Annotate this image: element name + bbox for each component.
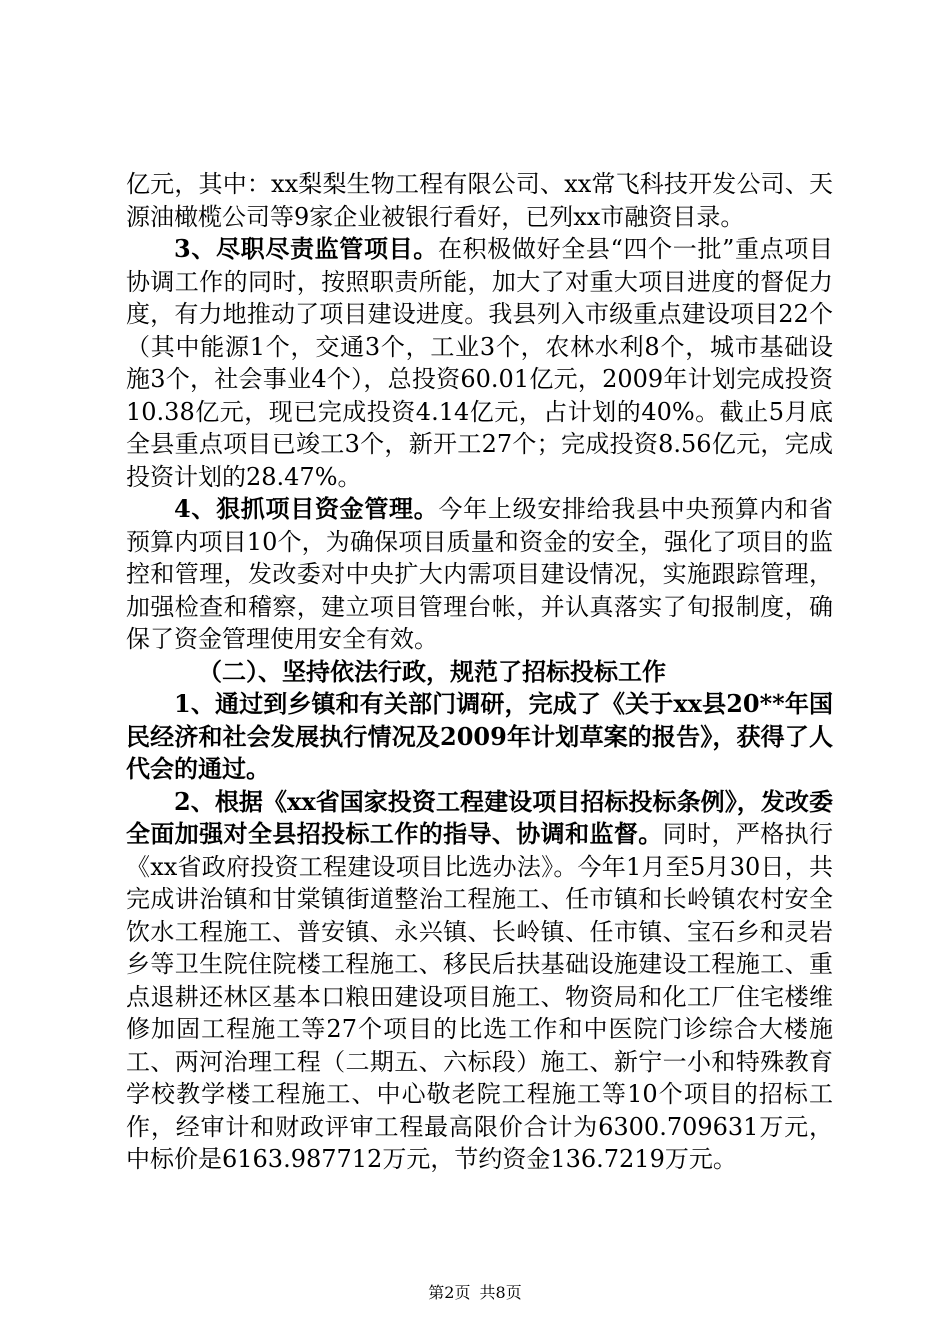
paragraph-text: 同时，严格执行《xx省政府投资工程建设项目比选办法》。今年1月至5月30日，共完成讲治镇和甘棠镇街道整治工程施工、任市镇和长岭镇农村安全饮水工程施工、普安镇、永兴镇、长岭镇、任市镇、宝石乡和灵岩乡等卫生院住院楼工程施工、移民后扶基础设施建设工程施工、重点退耕还林区基本口粮田建设项目施工、物资局和化工厂住宅楼维修加固工程施工等27个项目的比选工作和中医院门诊综合大楼施工、两河治理工程（二期五、六标段）施工、新宁一小和特殊教育学校教学楼工程施工、中心敬老院工程施工等10个项目的招标工作，经审计和财政评审工程最高限价合计为6300.709631万元，中标价是6163.987712万元，节约资金136.7219万元。 — [126, 820, 834, 1173]
page-footer — [0, 1280, 950, 1303]
paragraph-lead: 2、根据《xx省国家投资工程建设项目招标投标条例》，发改委全面加强对全县招投标工作的指导、协调和监督。 — [126, 786, 833, 848]
section-heading: （二）、坚持依法行政，规范了招标投标工作 — [198, 656, 666, 686]
paragraph-financing — [126, 168, 833, 233]
paragraph-report — [126, 688, 833, 786]
paragraph-lead: 1、通过到乡镇和有关部门调研，完成了《关于xx县20**年国民经济和社会发展执行情况及2009年计划草案的报告》，获得了人代会的通过。 — [126, 689, 833, 783]
page-number: 第2页 — [428, 1283, 471, 1302]
paragraph-bidding — [126, 786, 833, 1176]
paragraph-text: 今年上级安排给我县中央预算内和省预算内项目10个，为确保项目质量和资金的安全，强化了项目的监控和管理，发改委对中央扩大内需项目建设情况，实施跟踪管理，加强检查和稽察，建立项目管理台帐，并认真落实了旬报制度，确保了资金管理使用安全有效。 — [126, 495, 834, 653]
paragraph-project-supervision — [126, 233, 833, 493]
page-total: 共8页 — [479, 1283, 522, 1302]
paragraph-lead: 4、狠抓项目资金管理。 — [174, 494, 439, 523]
paragraph-lead: 3、尽职尽责监管项目。 — [174, 234, 438, 263]
document-body — [126, 168, 833, 1176]
paragraph-fund-management — [126, 493, 833, 656]
paragraph-text: 亿元，其中：xx梨梨生物工程有限公司、xx常飞科技开发公司、天源油橄榄公司等9家企业被银行看好，已列xx市融资目录。 — [126, 170, 833, 231]
paragraph-text: 在积极做好全县“四个一批”重点项目协调工作的同时，按照职责所能，加大了对重大项目进度的督促力度，有力地推动了项目建设进度。我县列入市级重点建设项目22个（其中能源1个，交通3个，工业3个，农林水利8个，城市基础设施3个，社会事业4个），总投资60.01亿元，2009年计划完成投资10.38亿元，现已完成投资4.14亿元，占计划的40%。截止5月底全县重点项目已竣工3个，新开工27个；完成投资8.56亿元，完成投资计划的28.47%。 — [126, 235, 833, 491]
